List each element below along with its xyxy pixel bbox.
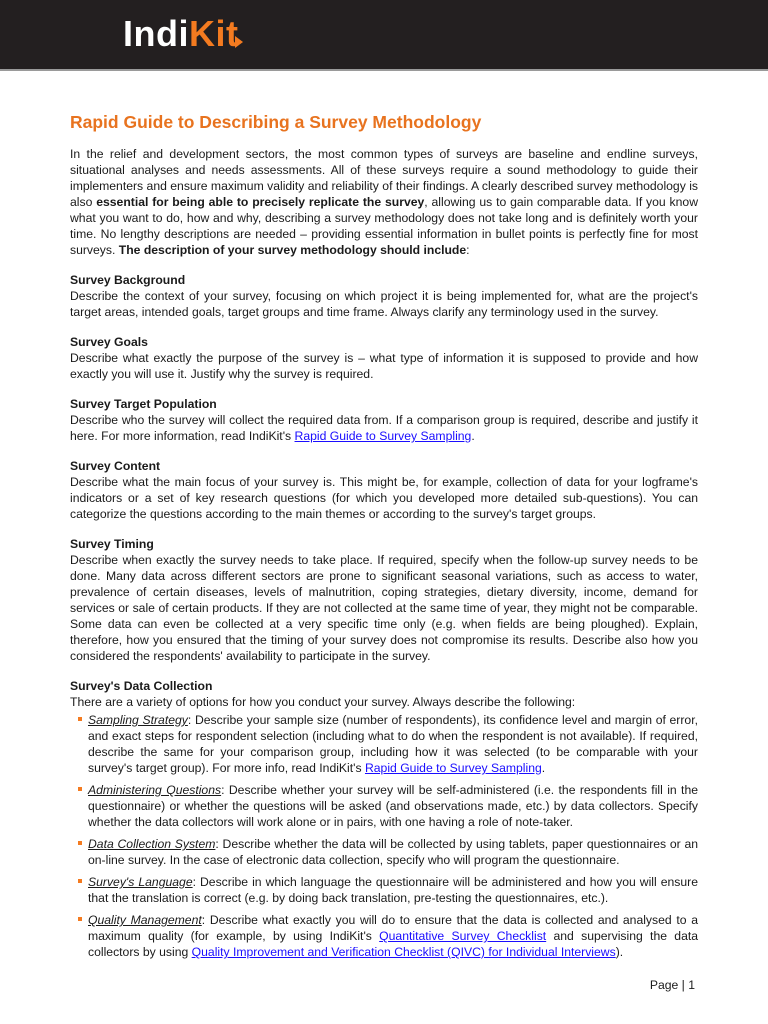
intro-paragraph: In the relief and development sectors, the most common types of surveys are baseline and endline surveys, situational analyses and needs assessments. All of these surveys require a sound methodology to guide their implementers and ensure maximum validity and reliability of their findings. A clearly described survey methodology is also essential for being able to precisely replicate the survey, allowing us to gain comparable data. If you know what you want to do, how and why, describing a survey methodology does not take long and is definitely worth your time. No lengthy descriptions are needed – providing essential information in bullet points is perfectly fine for most surveys. The description of your survey methodology should include:	[70, 147, 698, 257]
section-heading: Survey's Data Collection	[70, 679, 213, 693]
section-text: Describe the context of your survey, focusing on which project it is being implemented for, what are the project's target areas, intended goals, target groups and time frame. Always clarify any terminology used in the survey.	[70, 289, 698, 319]
section-heading: Survey Background	[70, 273, 186, 287]
page-number: Page | 1	[649, 978, 695, 992]
section-text: Describe what exactly the purpose of the survey is – what type of information it is supposed to provide and how exactly you will use it. Justify why the survey is required.	[70, 351, 698, 381]
section-heading: Survey Content	[70, 459, 161, 473]
section-heading: Survey Timing	[70, 537, 154, 551]
section-text: There are a variety of options for how you conduct your survey. Always describe the following:	[70, 695, 576, 709]
sampling-guide-link[interactable]: Rapid Guide to Survey Sampling	[364, 761, 542, 775]
indikit-logo: IndiKit	[123, 14, 243, 54]
section-text: Describe who the survey will collect the required data from. If a comparison group is required, describe and justify it here. For more information, read IndiKit's Rapid Guide to Survey Sampling.	[70, 413, 698, 443]
list-item: Administering Questions: Describe whether your survey will be self-administered (i.e. the respondents fill in the questionnaire) or whether the questions will be asked (and observations made, etc.) by data collectors. Specify whether the data collectors will work alone or in pairs, with one having a role of note-taker.	[88, 783, 699, 829]
section-heading: Survey Target Population	[70, 397, 217, 411]
section-heading: Survey Goals	[70, 335, 148, 349]
list-item: Sampling Strategy: Describe your sample size (number of respondents), its confidence level and margin of error, and exact steps for respondent selection (including what to do when the respondent is not available). If required, describe the same for your comparison group, including how it was selected (to be comparable with your survey's target group). For more info, read IndiKit's Rapid Guide to Survey Sampling.	[88, 713, 698, 775]
list-item: Survey's Language: Describe in which language the questionnaire will be administered and how you will ensure that the translation is correct (e.g. by doing back translation, pre-testing the questionnaires, etc.).	[88, 875, 698, 905]
arrow-icon	[235, 36, 243, 48]
page-title: Rapid Guide to Describing a Survey Methodology	[70, 112, 482, 132]
sampling-guide-link[interactable]: Rapid Guide to Survey Sampling	[294, 429, 472, 443]
section-text: Describe what the main focus of your survey is. This might be, for example, collection of data for your logframe's indicators or a set of key research questions (for which you developed more detailed sub-questions). You can categorize the questions according to the main themes or according to the survey's target groups.	[70, 475, 698, 521]
list-item: Quality Management: Describe what exactly you will do to ensure that the data is collected and analysed to a maximum quality (for example, by using IndiKit's Quantitative Survey Checklist and supervising the data collectors by using Quality Improvement and Verification Checklist (QIVC) for Individual Interviews).	[88, 913, 699, 959]
list-item: Data Collection System: Describe whether the data will be collected by using tablets, paper questionnaires or an on-line survey. In the case of electronic data collection, specify who will program the questionnaire.	[88, 837, 699, 867]
qivc-link[interactable]: Quality Improvement and Verification Checklist (QIVC) for Individual Interviews	[191, 945, 616, 959]
survey-checklist-link[interactable]: Quantitative Survey Checklist	[379, 929, 547, 943]
header-bar	[0, 0, 768, 71]
section-text: Describe when exactly the survey needs to take place. If required, specify when the follow-up survey needs to be done. Many data across different sectors are prone to significant seasonal variations, such as access to water, prevalence of certain diseases, levels of malnutrition, coping strategies, dietary diversity, income, demand for services or sale of certain products. If they are not collected at the same time of year, they might not be comparable. Some data can even be collected at a very specific time only (e.g. when fields are being ploughed). Explain, therefore, how you ensured that the timing of your survey does not compromise its results. Describe also how you considered the respondents' availability to participate in the survey.	[70, 553, 698, 663]
document-body	[70, 110, 698, 966]
data-collection-list	[70, 712, 698, 960]
